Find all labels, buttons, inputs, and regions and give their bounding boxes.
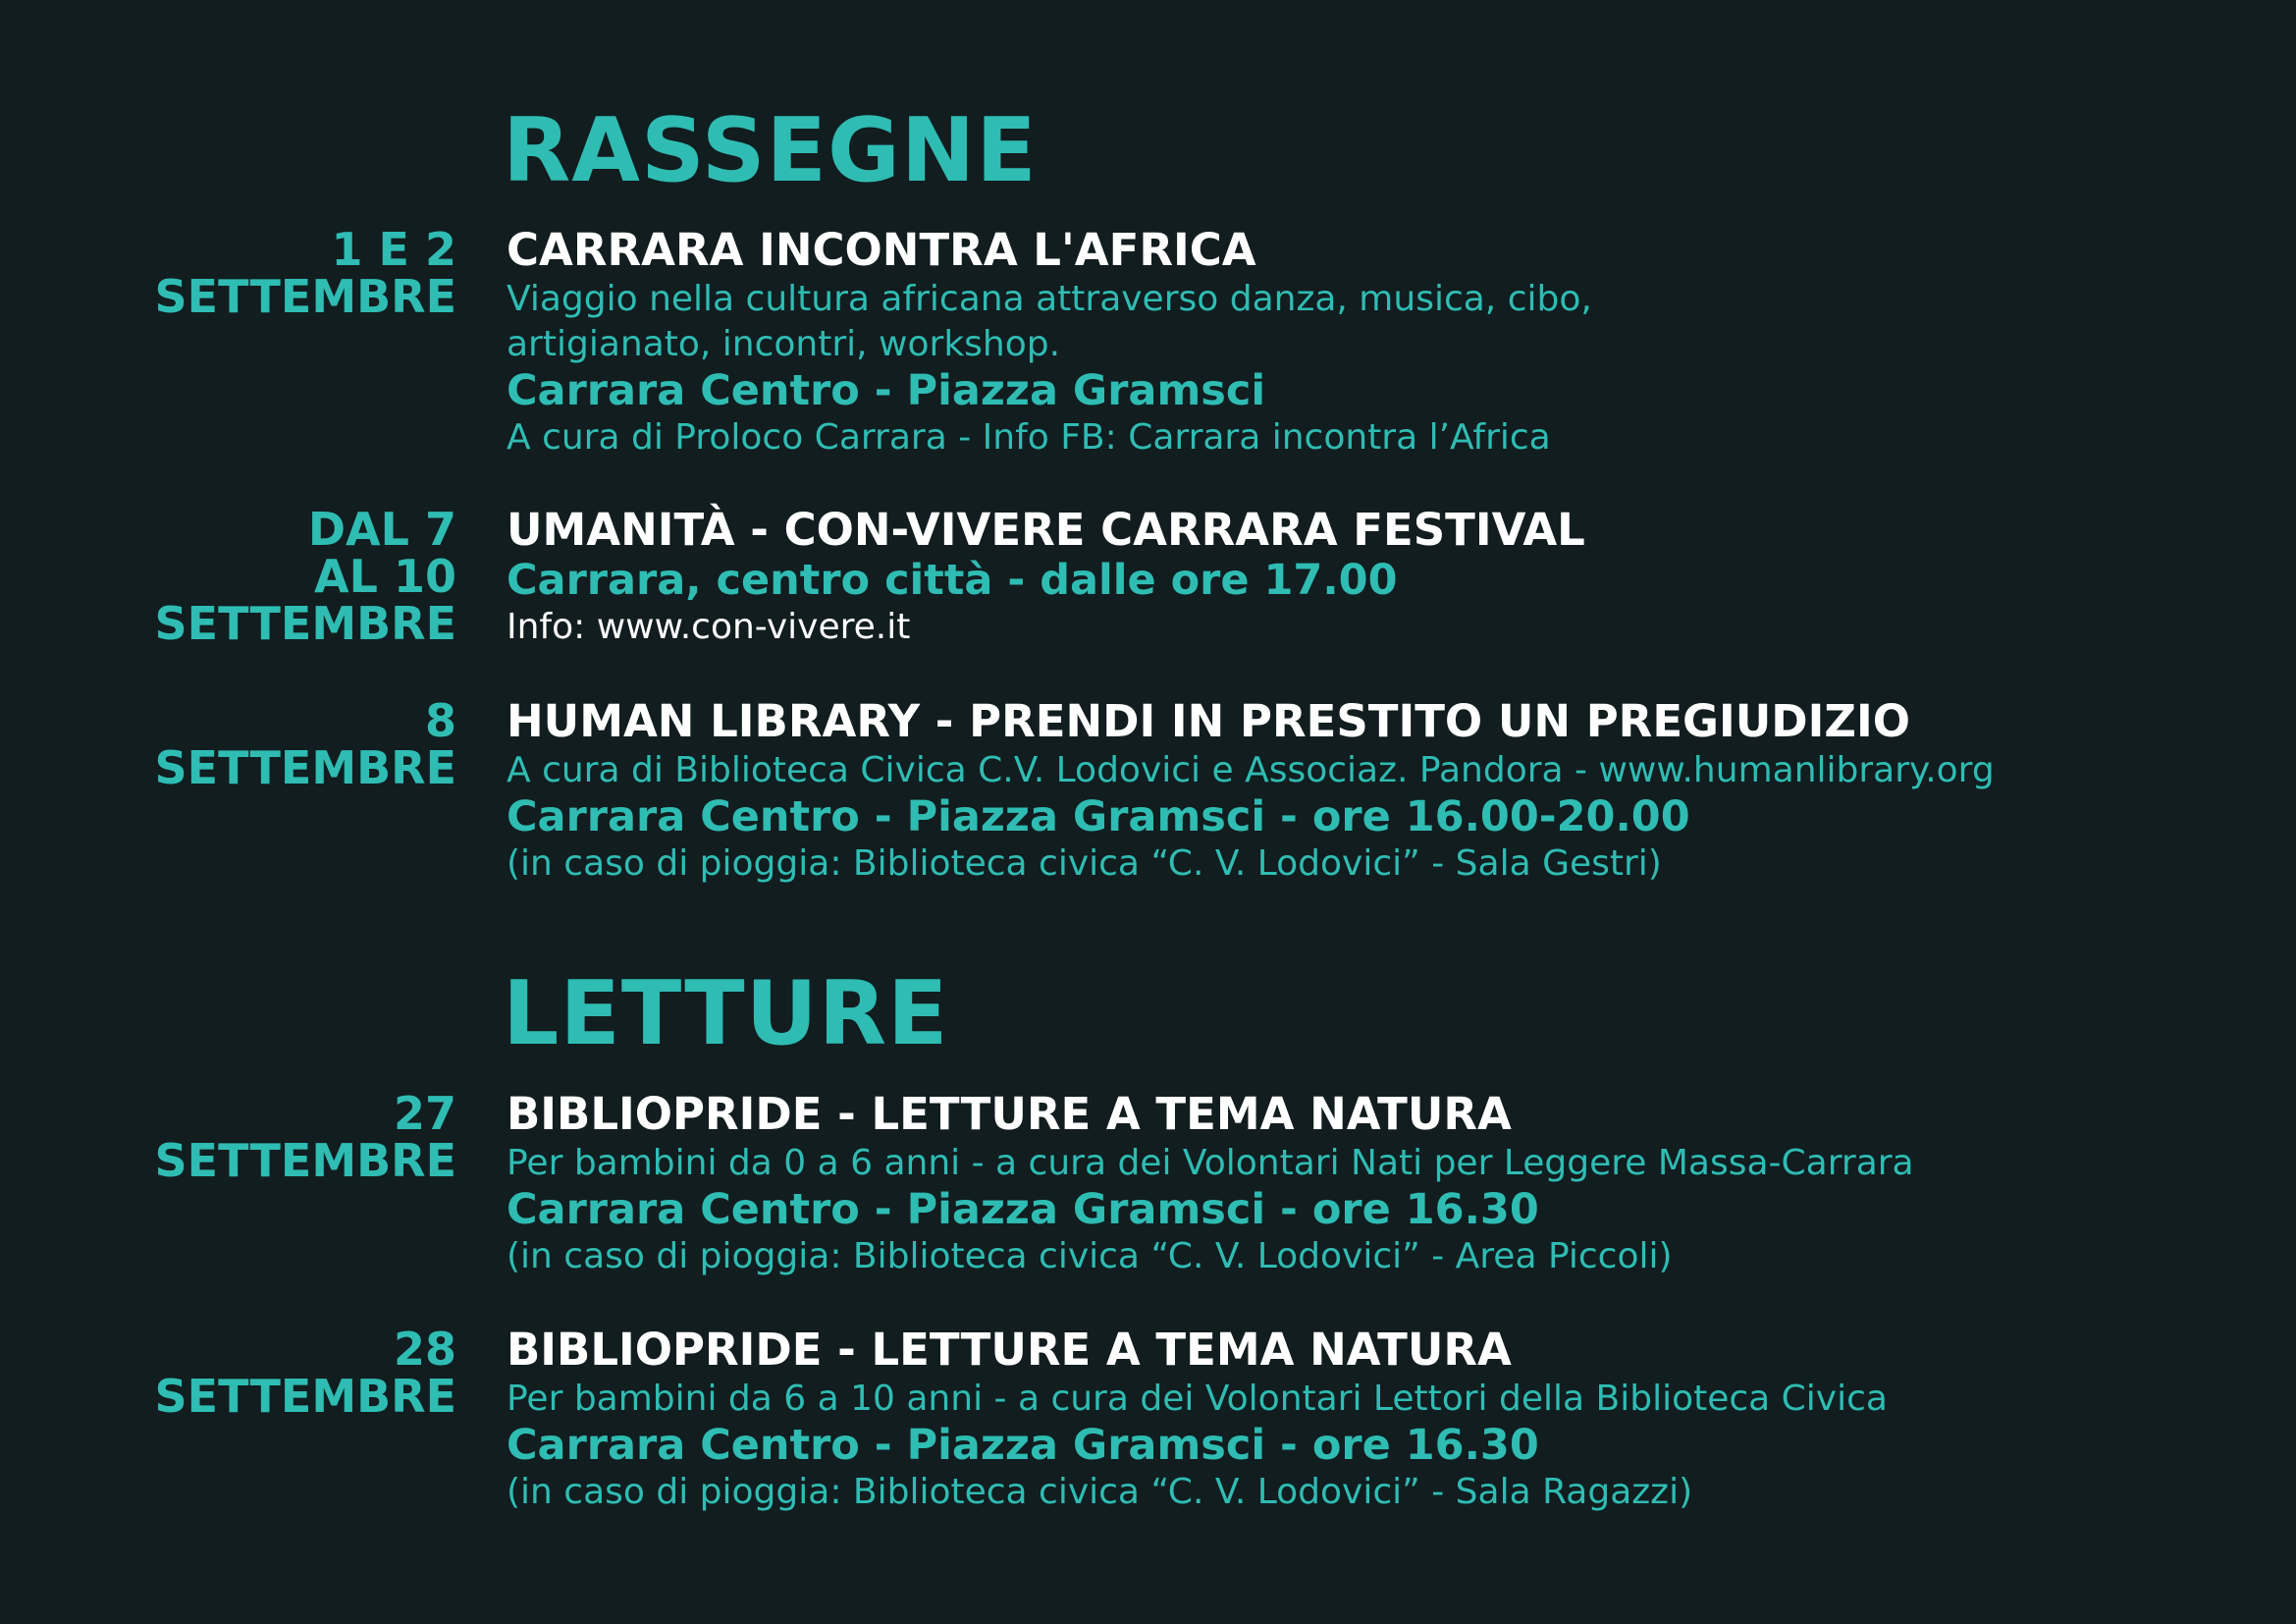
event-date-line: 1 E 2: [331, 223, 456, 276]
event-date-line: SETTEMBRE: [154, 270, 456, 323]
event-note: (in caso di pioggia: Biblioteca civica “C. V. Lodovici” - Sala Ragazzi): [507, 1472, 1693, 1512]
event-description-line: A cura di Biblioteca Civica C.V. Lodovici e Associaz. Pandora - www.humanlibrary.org: [507, 750, 1995, 790]
event-place: Carrara Centro - Piazza Gramsci - ore 16.30: [507, 1421, 1539, 1470]
event-note: Info: www.con-vivere.it: [507, 607, 911, 647]
section-title-rassegne: RASSEGNE: [503, 99, 1038, 202]
event-place: Carrara, centro città - dalle ore 17.00: [507, 556, 1398, 605]
event-description-line: artigianato, incontri, workshop.: [507, 324, 1061, 364]
event-date-line: 28: [393, 1323, 456, 1376]
event-title: HUMAN LIBRARY - PRENDI IN PRESTITO UN PREGIUDIZIO: [507, 695, 1911, 747]
event-place: Carrara Centro - Piazza Gramsci: [507, 366, 1266, 415]
event-body: [507, 1090, 2273, 1280]
event-title: CARRARA INCONTRA L'AFRICA: [507, 224, 1256, 276]
event-title: BIBLIOPRIDE - LETTURE A TEMA NATURA: [507, 1324, 1512, 1376]
event-date-line: 8: [424, 694, 456, 747]
event-description-line: Per bambini da 0 a 6 anni - a cura dei Volontari Nati per Leggere Massa-Carrara: [507, 1143, 1914, 1183]
event-date-line: 27: [393, 1087, 456, 1140]
event-date-line: SETTEMBRE: [154, 597, 456, 650]
event-place: Carrara Centro - Piazza Gramsci - ore 16.00-20.00: [507, 792, 1690, 841]
event-body: [507, 226, 2273, 461]
event-date-line: SETTEMBRE: [154, 1370, 456, 1423]
event-description-line: Per bambini da 6 a 10 anni - a cura dei Volontari Lettori della Biblioteca Civica: [507, 1379, 1888, 1419]
event-title: BIBLIOPRIDE - LETTURE A TEMA NATURA: [507, 1088, 1512, 1140]
event-date: [0, 1323, 456, 1423]
event-date-line: AL 10: [314, 550, 456, 603]
event-title: UMANITÀ - CON-VIVERE CARRARA FESTIVAL: [507, 504, 1585, 556]
event-body: [507, 506, 2273, 651]
event-body: [507, 697, 2273, 888]
event-note: (in caso di pioggia: Biblioteca civica “C. V. Lodovici” - Area Piccoli): [507, 1236, 1673, 1276]
event-place: Carrara Centro - Piazza Gramsci - ore 16.30: [507, 1185, 1539, 1234]
event-note: A cura di Proloco Carrara - Info FB: Carrara incontra l’Africa: [507, 417, 1551, 458]
event-body: [507, 1326, 2273, 1516]
event-date: [0, 503, 456, 650]
event-date-line: SETTEMBRE: [154, 1134, 456, 1187]
event-note: (in caso di pioggia: Biblioteca civica “C. V. Lodovici” - Sala Gestri): [507, 843, 1662, 884]
event-date: [0, 694, 456, 794]
event-date-line: DAL 7: [307, 503, 456, 556]
event-description-line: Viaggio nella cultura africana attraverso danza, musica, cibo,: [507, 279, 1592, 319]
event-date: [0, 1087, 456, 1187]
section-title-letture: LETTURE: [503, 962, 949, 1065]
event-date: [0, 223, 456, 323]
event-date-line: SETTEMBRE: [154, 741, 456, 794]
